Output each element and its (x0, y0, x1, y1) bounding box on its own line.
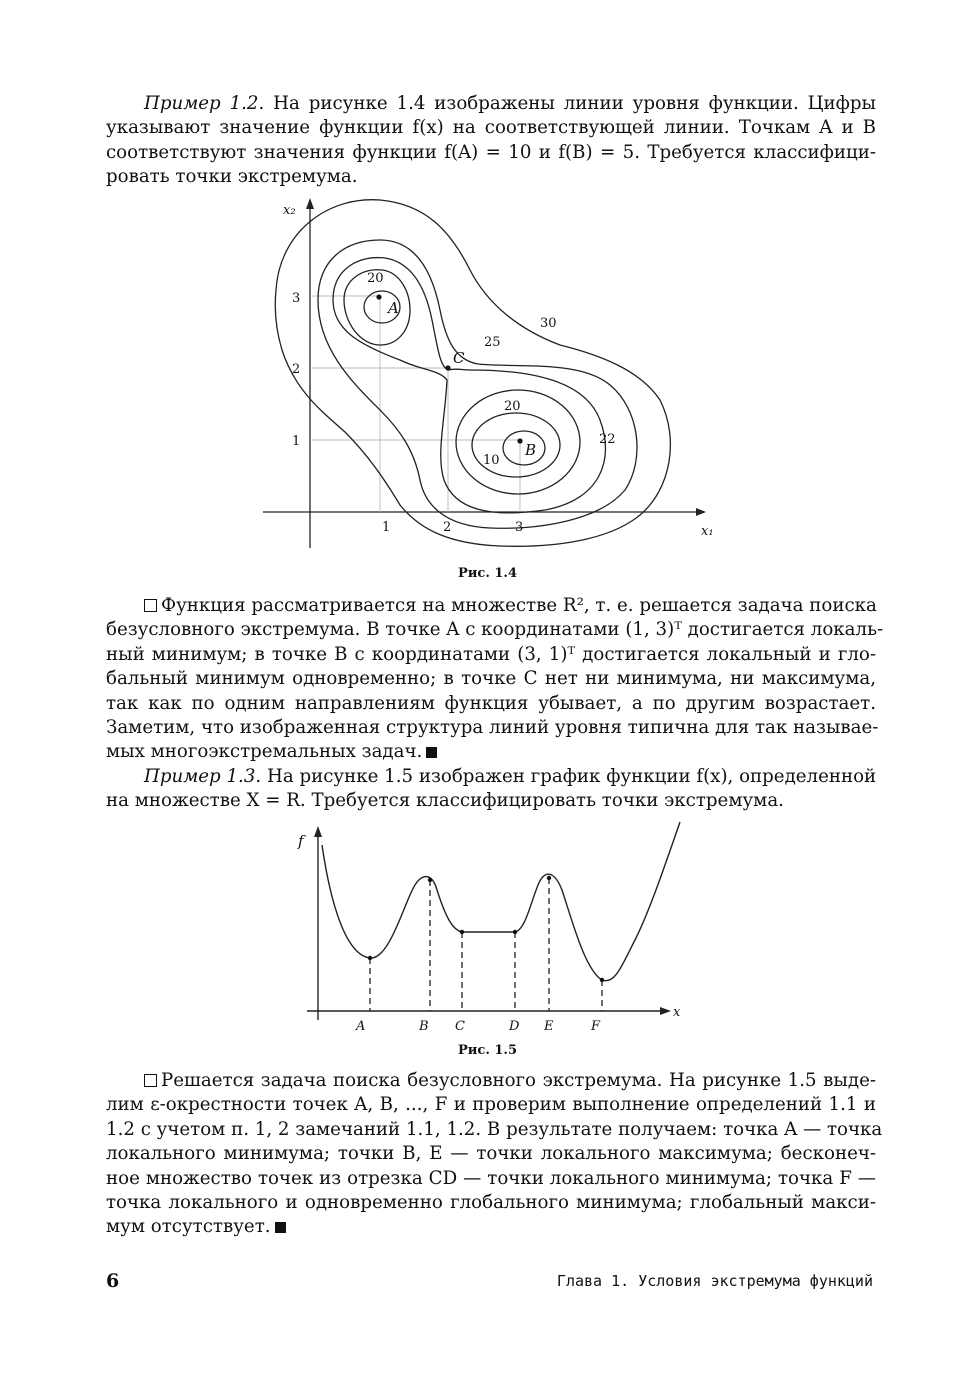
marker-F (600, 978, 604, 982)
example-lead: Пример 1.2. (144, 93, 265, 114)
label-point-D: D (509, 1019, 520, 1034)
text-line: ный минимум; в точке B с координатами (3, 1)ᵀ достигается локальный и гло- (106, 643, 876, 665)
tick-x-2: 2 (443, 520, 452, 535)
label-point-A: A (388, 299, 399, 317)
text-line: безусловного экстремума. В точке A с координатами (1, 3)ᵀ достигается локаль- (106, 619, 884, 641)
paragraph-example-1-2 (106, 92, 876, 190)
axis-label-x2: x₂ (283, 203, 296, 218)
level-label: 10 (483, 453, 500, 468)
function-curve (322, 822, 680, 981)
x-axis-arrow-icon (660, 1007, 671, 1015)
axis-label-x: x (673, 1005, 681, 1020)
figure-caption-1-4: Рис. 1.4 (457, 566, 517, 581)
label-point-A: A (356, 1019, 366, 1034)
level-label: 25 (484, 335, 501, 350)
axis-label-x1: x₁ (701, 524, 714, 539)
level-label: 20 (504, 399, 521, 414)
level-curve-5-around-B (503, 431, 545, 465)
figure-caption-1-5: Рис. 1.5 (457, 1043, 517, 1058)
tick-y-3: 3 (292, 291, 301, 306)
text-line: мых многоэкстремальных задач. (106, 741, 423, 763)
x1-axis-arrow-icon (696, 508, 706, 516)
text-line: На рисунке 1.5 изображен график функции f(x), определенной (261, 766, 877, 787)
page-number: 6 (106, 1270, 120, 1292)
text-line: ное множество точек из отрезка CD — точки локального минимума; точка F — (106, 1167, 876, 1189)
text-line: 1.2 с учетом п. 1, 2 замечаний 1.1, 1.2. В результате получаем: точка A — точка (106, 1118, 883, 1140)
text-line: соответствуют значения функции f(A) = 10 и f(B) = 5. Требуется классифици- (106, 141, 876, 163)
proof-end-square-icon (426, 747, 437, 758)
tick-x-3: 3 (515, 520, 524, 535)
marker-D (513, 930, 517, 934)
figure-1-5-function-graph (290, 820, 690, 1042)
text-line: Заметим, что изображенная структура линий уровня типична для так называе- (106, 717, 879, 739)
text-line: На рисунке 1.4 изображены линии уровня функции. Цифры (264, 93, 876, 114)
tick-y-1: 1 (292, 434, 301, 449)
paragraph-solution-1-2 (106, 594, 884, 765)
marker-A (368, 956, 372, 960)
label-point-B: B (419, 1019, 429, 1034)
f-axis-arrow-icon (314, 826, 322, 837)
text-line: Функция рассматривается на множестве R², т. е. решается задача поиска (161, 595, 877, 616)
grid-guides (310, 296, 520, 512)
marker-C (460, 930, 464, 934)
text-line: лим ε-окрестности точек A, B, ..., F и проверим выполнение определений 1.1 и (106, 1094, 876, 1116)
paragraph-example-1-3 (106, 765, 876, 814)
label-point-B: B (525, 441, 537, 459)
text-line: ровать точки экстремума. (106, 166, 358, 188)
proof-start-box-icon (144, 599, 157, 612)
running-title: Глава 1. Условия экстремума функций (556, 1272, 873, 1290)
text-line: бальный минимум одновременно; в точке C нет ни минимума, ни максимума, (106, 668, 876, 690)
marker-E (547, 876, 551, 880)
marker-B (428, 878, 432, 882)
label-point-E: E (544, 1019, 554, 1034)
example-lead: Пример 1.3. (144, 766, 262, 787)
text-line: указывают значение функции f(x) на соответствующей линии. Точкам A и B (106, 117, 876, 139)
text-line: мум отсутствует. (106, 1216, 271, 1238)
point-B (517, 438, 522, 443)
level-label: 22 (599, 432, 616, 447)
label-point-C: C (453, 349, 465, 367)
text-line: так как по одним направлениям функция убывает, а по другим возрастает. (106, 692, 876, 714)
level-label: 20 (367, 271, 384, 286)
drop-lines (370, 878, 602, 1011)
tick-y-2: 2 (292, 362, 301, 377)
axis-label-f: f (298, 832, 304, 850)
figure-1-4-contour-plot (255, 192, 725, 567)
text-line: точка локального и одновременно глобального минимума; глобальный макси- (106, 1192, 876, 1214)
point-C (445, 365, 450, 370)
proof-start-box-icon (144, 1074, 157, 1087)
text-line: Решается задача поиска безусловного экстремума. На рисунке 1.5 выде- (161, 1070, 876, 1091)
label-point-C: C (455, 1019, 465, 1034)
text-line: на множестве X = R. Требуется классифицировать точки экстремума. (106, 790, 784, 812)
x2-axis-arrow-icon (306, 198, 314, 209)
label-point-F: F (591, 1019, 601, 1034)
proof-end-square-icon (275, 1222, 286, 1233)
point-A (376, 294, 381, 299)
tick-x-1: 1 (382, 520, 391, 535)
paragraph-solution-1-3 (106, 1069, 883, 1240)
level-label: 30 (540, 316, 557, 331)
text-line: локального минимума; точки B, E — точки локального максимума; бесконеч- (106, 1143, 876, 1165)
level-curve-30 (275, 200, 670, 547)
